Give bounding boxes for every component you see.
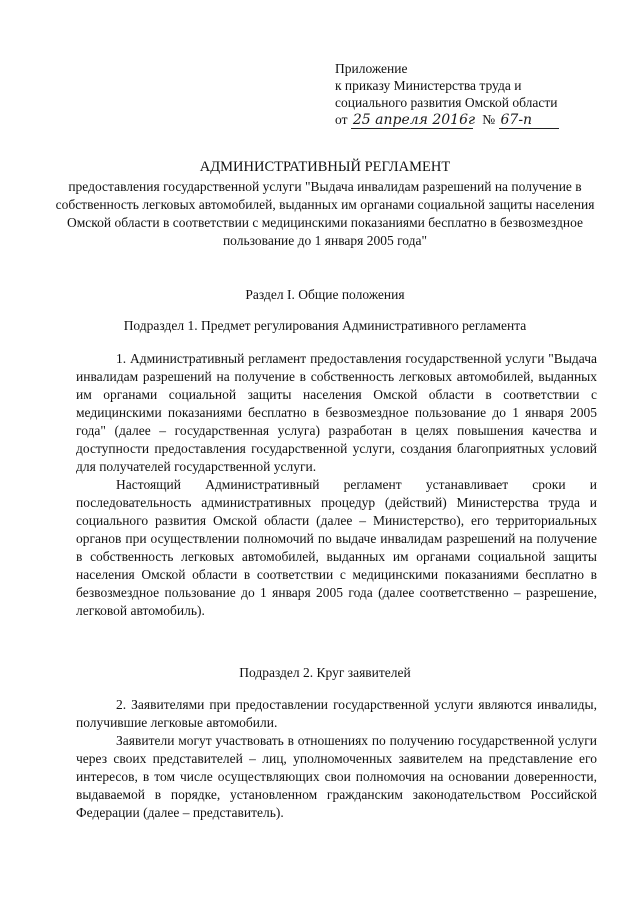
handwritten-number: 67-п bbox=[499, 113, 559, 129]
appendix-line-1: Приложение bbox=[335, 61, 408, 76]
date-prefix: от bbox=[335, 112, 348, 127]
appendix-line-3: социального развития Омской области bbox=[335, 95, 558, 110]
subsection-2-body bbox=[76, 696, 597, 822]
paragraph-4: Заявители могут участвовать в отношениях по получению государственной услуги через своих представителей – лиц, уполномоченных заявителем на представление его интересов, в том числе осуществляющих свои полномочия на основании доверенности, выдаваемой в порядке, установленном гражданским законодательством Российской Федерации (далее – представитель). bbox=[76, 733, 597, 820]
paragraph-3: 2. Заявителями при предоставлении государственной услуги являются инвалиды, получившие легковые автомобили. bbox=[76, 697, 597, 730]
paragraph-1: 1. Административный регламент предоставления государственной услуги "Выдача инвалидам разрешений на получение в собственность легковых автомобилей, выданных им органами социальной защиты населения Омской области в соответствии с медицинскими показаниями бесплатно в безвозмездное пользование до 1 января 2005 года" (далее – государственная услуга) разработан в целях повышения качества и доступности предоставления государственной услуги, создания благоприятных условий для получателей государственной услуги. bbox=[76, 351, 597, 474]
appendix-date-line bbox=[335, 111, 625, 129]
handwritten-date: 25 апреля 2016г bbox=[352, 112, 476, 128]
subsection-2-heading: Подраздел 2. Круг заявителей bbox=[239, 665, 411, 680]
document-subtitle: предоставления государственной услуги "Выдача инвалидам разрешений на получение в собственность легковых автомобилей, выданных им органами социальной защиты населения Омской области в соответствии с медицинскими показаниями бесплатно в безвозмездное пользование до 1 января 2005 года" bbox=[55, 179, 595, 248]
subsection-1-heading: Подраздел 1. Предмет регулирования Административного регламента bbox=[123, 318, 527, 333]
number-label: № bbox=[482, 112, 496, 127]
paragraph-2: Настоящий Административный регламент устанавливает сроки и последовательность административных процедур (действий) Министерства труда и социального развития Омской области (далее – Министерство), его территориальных органов при осуществлении полномочий по выдаче инвалидам разрешений на получение в собственность легковых автомобилей, выданных им органами социальной защиты населения Омской области в соответствии с медицинскими показаниями бесплатно в безвозмездное пользование до 1 января 2005 года (далее соответственно – разрешение, легковой автомобиль). bbox=[76, 477, 597, 618]
section-1-heading: Раздел I. Общие положения bbox=[245, 287, 405, 302]
document-title: АДМИНИСТРАТИВНЫЙ РЕГЛАМЕНТ bbox=[199, 159, 451, 175]
subsection-1-body bbox=[76, 350, 597, 620]
appendix-block bbox=[335, 60, 625, 129]
appendix-line-2: к приказу Министерства труда и bbox=[335, 78, 522, 93]
